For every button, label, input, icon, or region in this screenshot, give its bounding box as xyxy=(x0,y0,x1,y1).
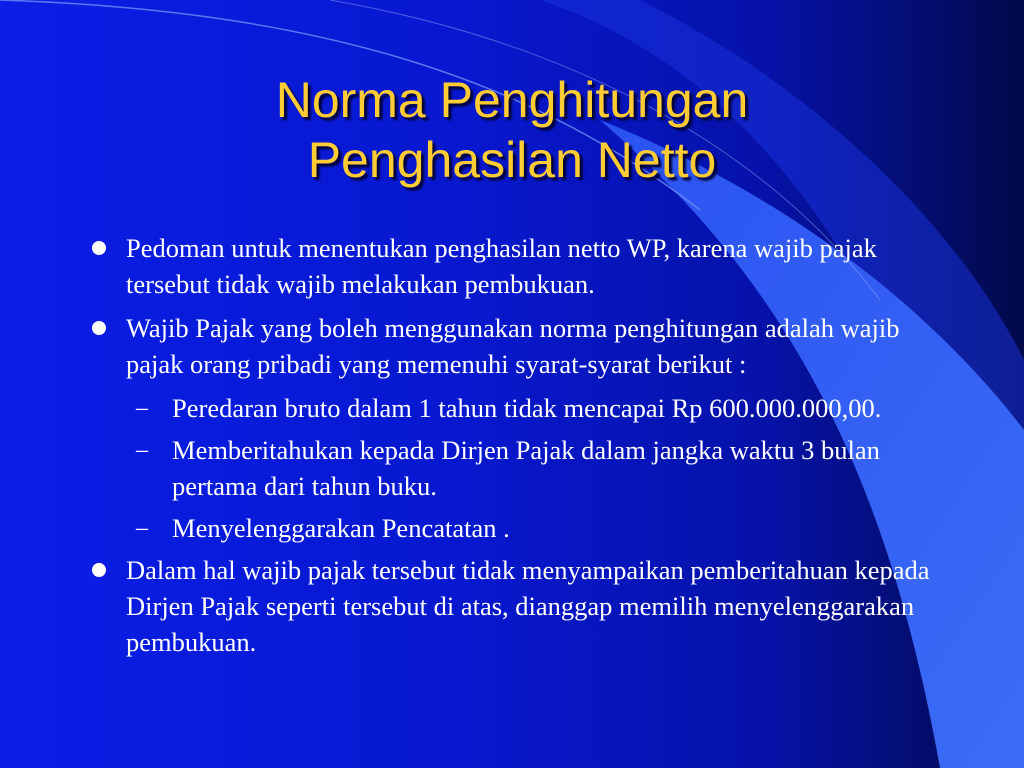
list-item xyxy=(86,552,956,660)
slide-title-line-2: Penghasilan Netto xyxy=(307,132,717,188)
list-item xyxy=(86,230,956,302)
list-item xyxy=(86,310,956,382)
slide-title xyxy=(0,70,1024,190)
sub-list-item-text: Memberitahukan kepada Dirjen Pajak dalam jangka waktu 3 bulan pertama dari tahun buku. xyxy=(172,435,880,501)
slide-title-line-1: Norma Penghitungan xyxy=(275,72,749,128)
dash-bullet-icon: – xyxy=(136,395,148,421)
bullet-dot-icon xyxy=(92,321,106,335)
bullet-dot-icon xyxy=(92,563,106,577)
bullet-list xyxy=(86,230,956,668)
list-item-text: Dalam hal wajib pajak tersebut tidak menyampaikan pemberitahuan kepada Dirjen Pajak seperti tersebut di atas, dianggap memilih menyelenggarakan pembukuan. xyxy=(126,555,930,657)
bullet-dot-icon xyxy=(92,241,106,255)
sub-list-item-text: Peredaran bruto dalam 1 tahun tidak mencapai Rp 600.000.000,00. xyxy=(172,393,882,423)
list-item-text: Pedoman untuk menentukan penghasilan netto WP, karena wajib pajak tersebut tidak wajib melakukan pembukuan. xyxy=(126,233,877,299)
dash-bullet-icon: – xyxy=(136,515,148,541)
dash-bullet-icon: – xyxy=(136,437,148,463)
sub-list-item xyxy=(86,390,956,426)
sub-list-item xyxy=(86,510,956,546)
sub-list-item-text: Menyelenggarakan Pencatatan . xyxy=(172,513,510,543)
sub-list-item xyxy=(86,432,956,504)
list-item-text: Wajib Pajak yang boleh menggunakan norma penghitungan adalah wajib pajak orang pribadi yang memenuhi syarat-syarat berikut : xyxy=(126,313,900,379)
